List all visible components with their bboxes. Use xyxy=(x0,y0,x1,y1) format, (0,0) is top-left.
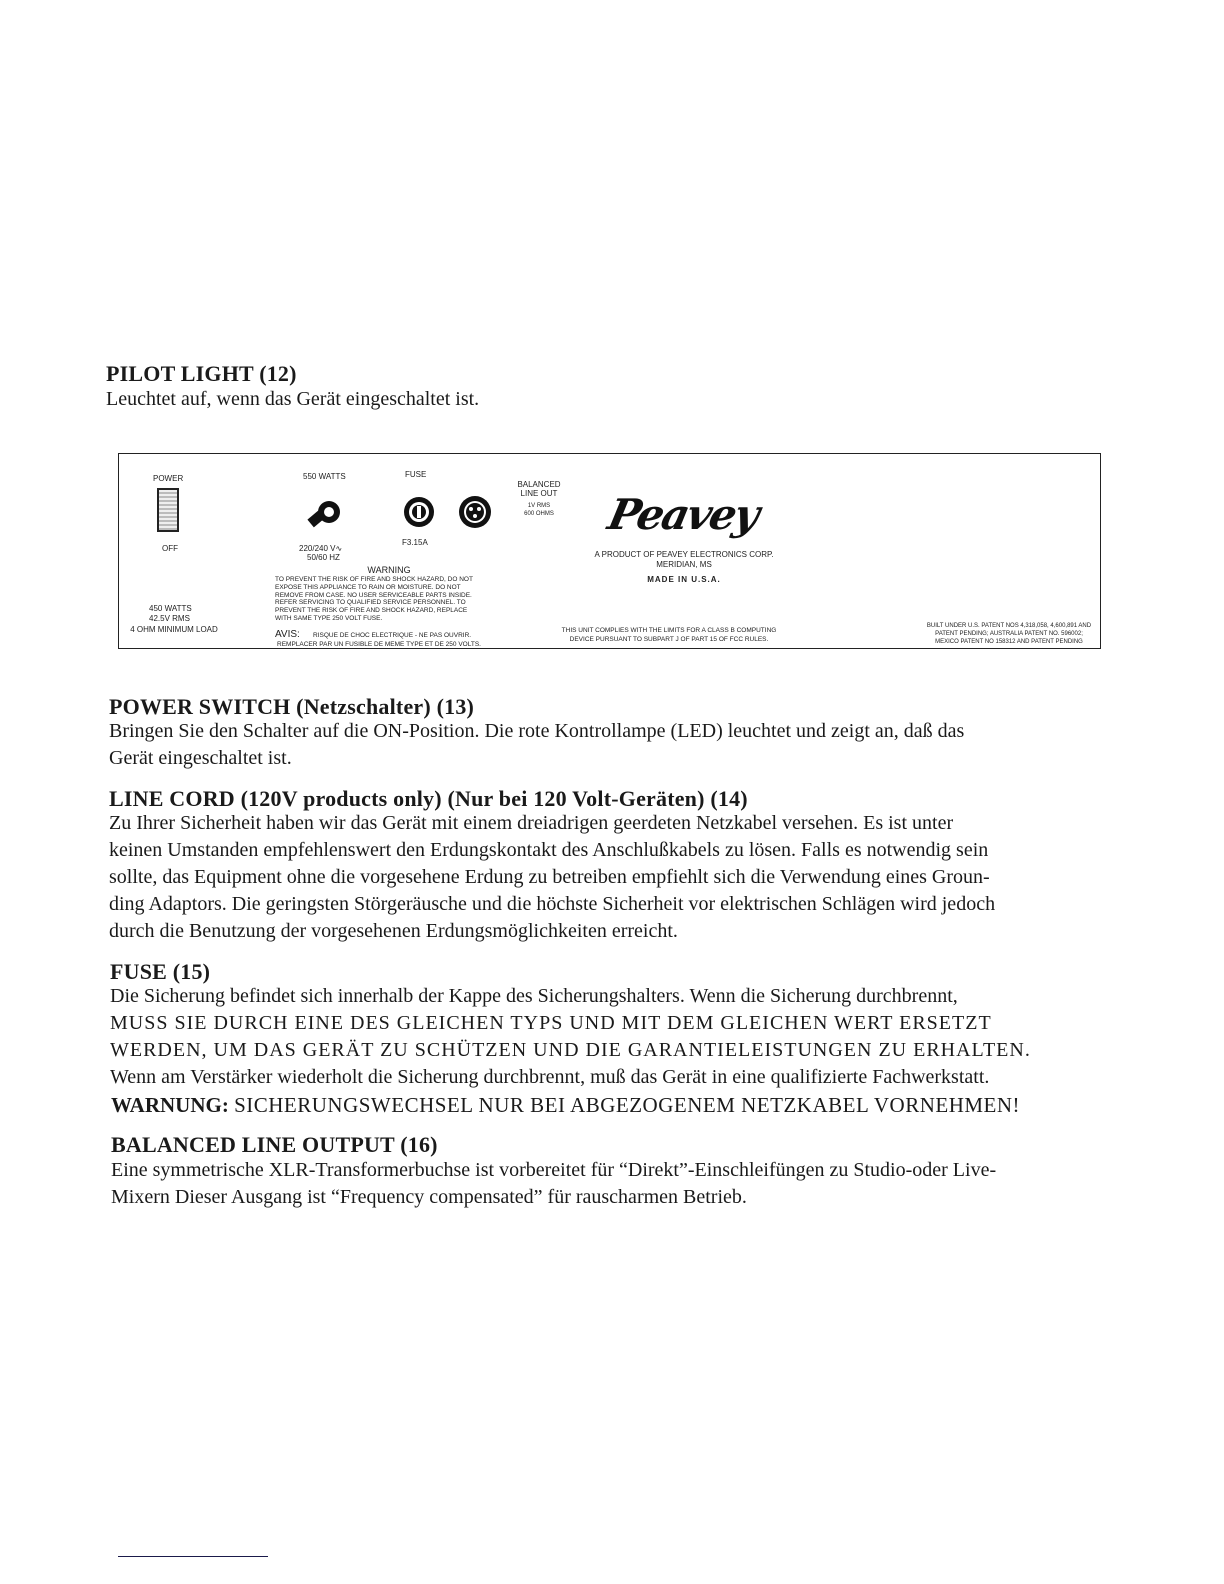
line-cord-icon xyxy=(307,498,343,530)
watts-label: 550 WATTS xyxy=(303,472,346,481)
balanced-output-heading: BALANCED LINE OUTPUT (16) xyxy=(111,1132,438,1157)
patent-line: MEXICO PATENT NO 158312 AND PATENT PENDING xyxy=(935,639,1083,645)
warning-line: WITH SAME TYPE 250 VOLT FUSE. xyxy=(275,614,383,622)
warning-text: SICHERUNGSWECHSEL NUR BEI ABGEZOGENEM NETZKABEL VORNEHMEN! xyxy=(234,1093,1021,1117)
warning-line: REFER SERVICING TO QUALIFIED SERVICE PERSONNEL. TO xyxy=(275,599,466,607)
footnote-divider xyxy=(118,1556,268,1557)
warning-title: WARNING xyxy=(367,565,411,575)
warning-text xyxy=(275,576,473,623)
line-cord-heading: LINE CORD (120V products only) (Nur bei 120 Volt-Geräten) (14) xyxy=(109,786,748,811)
fuse-label: FUSE xyxy=(405,470,427,479)
warning-line: REMOVE FROM CASE. NO USER SERVICEABLE PARTS INSIDE. xyxy=(275,591,472,599)
ohms-label: 600 OHMS xyxy=(524,511,554,517)
text-line: Zu Ihrer Sicherheit haben wir das Gerät mit einem dreiadrigen geerdeten Netzkabel versehen. Es ist unter xyxy=(109,812,954,834)
fuse-text xyxy=(110,983,1031,1091)
avis-label: AVIS: xyxy=(275,629,300,640)
min-load: 4 OHM MINIMUM LOAD xyxy=(130,625,218,634)
avis-line: REMPLACER PAR UN FUSIBLE DE MEME TYPE ET DE 250 VOLTS. xyxy=(277,641,481,648)
text-line: Die Sicherung befindet sich innerhalb der Kappe des Sicherungshalters. Wenn die Sicherung durchbrennt, xyxy=(110,985,958,1007)
balanced-label: BALANCED xyxy=(517,480,561,489)
fcc-line: THIS UNIT COMPLIES WITH THE LIMITS FOR A CLASS B COMPUTING xyxy=(561,627,777,634)
text-line: Mixern Dieser Ausgang ist “Frequency compensated” für rauscharmen Betrieb. xyxy=(111,1186,747,1208)
frequency-label: 50/60 HZ xyxy=(307,553,340,562)
text-line: Bringen Sie den Schalter auf die ON-Position. Die rote Kontrollampe (LED) leuchtet und zeigt an, daß das xyxy=(109,720,965,742)
power-label: POWER xyxy=(153,474,184,483)
fuse-warning xyxy=(111,1093,1020,1118)
text-line: sollte, das Equipment ohne die vorgesehene Erdung zu betreiben empfiehlt sich die Verwendung eines Groun- xyxy=(109,866,990,888)
avis-line: RISQUE DE CHOC ELECTRIQUE - NE PAS OUVRIR. xyxy=(313,632,472,639)
warning-line: PREVENT THE RISK OF FIRE AND SHOCK HAZARD, REPLACE xyxy=(275,607,468,615)
balanced-output-text xyxy=(111,1157,996,1211)
text-line: Gerät eingeschaltet ist. xyxy=(109,747,292,769)
fuse-holder-icon xyxy=(402,495,436,529)
text-line: durch die Benutzung der vorgesehenen Erdungsmöglichkeiten erreicht. xyxy=(109,920,678,942)
warning-line: EXPOSE THIS APPLIANCE TO RAIN OR MOISTURE. DO NOT xyxy=(275,583,461,591)
warning-label: WARNUNG: xyxy=(111,1093,229,1117)
made-in-usa: MADE IN U.S.A. xyxy=(647,575,721,584)
fcc-line: DEVICE PURSUANT TO SUBPART J OF PART 15 OF FCC RULES. xyxy=(569,636,769,643)
output-rms: 42.5V RMS xyxy=(149,614,190,623)
power-switch-text xyxy=(109,718,964,772)
peavey-logo: Peavey xyxy=(603,490,763,539)
line-out-label: LINE OUT xyxy=(520,489,558,498)
text-line: keinen Umstanden empfehlenswert den Erdungskontakt des Anschlußkabels zu lösen. Falls es notwendig sein xyxy=(109,839,989,861)
product-of-text: A PRODUCT OF PEAVEY ELECTRONICS CORP. xyxy=(594,550,774,559)
patent-line: PATENT PENDING; AUSTRALIA PATENT NO. 596002; xyxy=(935,631,1083,637)
output-watts: 450 WATTS xyxy=(149,604,192,613)
warning-line: TO PREVENT THE RISK OF FIRE AND SHOCK HAZARD, DO NOT xyxy=(275,576,473,583)
line-cord-text xyxy=(109,810,995,945)
text-line: Eine symmetrische XLR-Transformerbuchse ist vorbereitet für “Direkt”-Einschleifüngen zu Studio-oder Live- xyxy=(111,1159,997,1181)
text-line: WERDEN, UM DAS GERÄT ZU SCHÜTZEN UND DIE GARANTIELEISTUNGEN ZU ERHALTEN. xyxy=(110,1039,1031,1061)
fuse-rating: F3.15A xyxy=(402,538,428,547)
pilot-light-text xyxy=(106,386,479,413)
fuse-heading: FUSE (15) xyxy=(110,959,211,984)
pilot-light-heading: PILOT LIGHT (12) xyxy=(106,361,297,386)
patent-line: BUILT UNDER U.S. PATENT NOS 4,318,058, 4,600,891 AND xyxy=(926,623,1092,629)
power-switch-heading: POWER SWITCH (Netzschalter) (13) xyxy=(109,694,475,719)
amplifier-back-panel xyxy=(118,453,1101,649)
rms-label: 1V RMS xyxy=(527,503,551,509)
location-text: MERIDIAN, MS xyxy=(656,560,712,569)
text-line: MUSS SIE DURCH EINE DES GLEICHEN TYPS UND MIT DEM GLEICHEN WERT ERSETZT xyxy=(110,1012,992,1034)
xlr-output-icon xyxy=(457,494,493,530)
voltage-label: 220/240 V∿ xyxy=(299,544,343,553)
text-line: ding Adaptors. Die geringsten Störgeräusche und die höchste Sicherheit vor elektrischen Schlägen wird jedoch xyxy=(109,893,996,915)
text-line: Wenn am Verstärker wiederholt die Sicherung durchbrennt, muß das Gerät in eine qualifizierte Fachwerkstatt. xyxy=(110,1066,990,1088)
power-switch-icon xyxy=(157,488,179,532)
off-label: OFF xyxy=(162,544,178,553)
text-line: Leuchtet auf, wenn das Gerät eingeschaltet ist. xyxy=(106,388,480,410)
